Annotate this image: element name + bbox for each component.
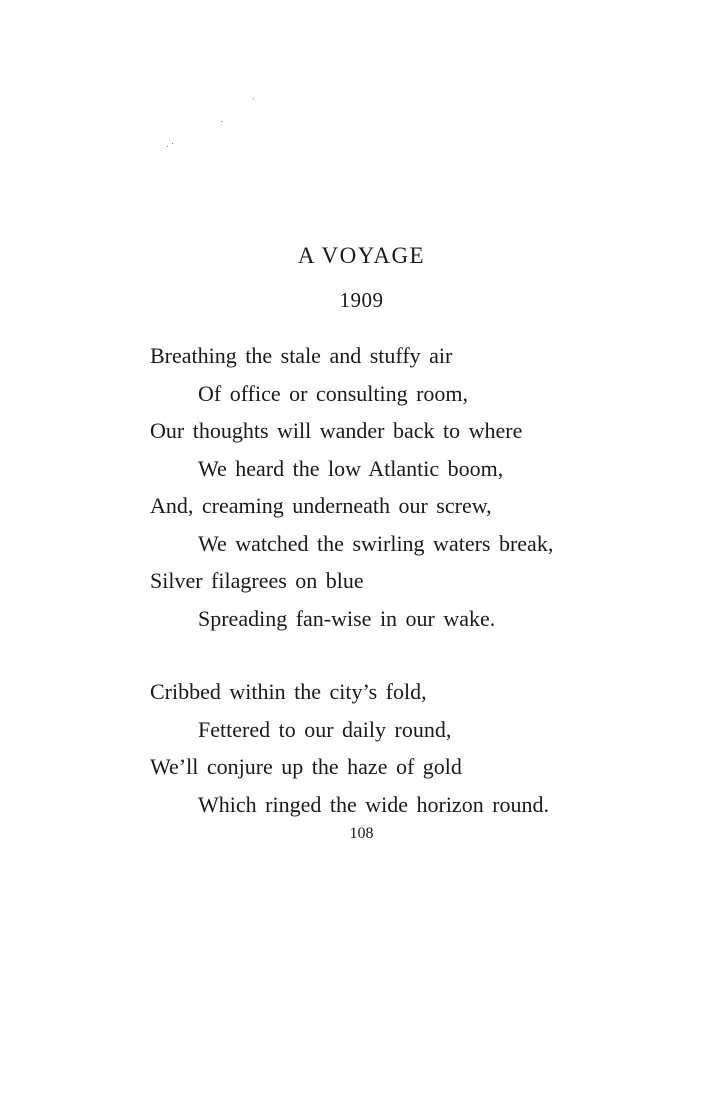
poem-line: We’ll conjure up the haze of gold (150, 754, 462, 779)
poem-line: Spreading fan-wise in our wake. (198, 605, 496, 631)
poem-line: Silver filagrees on blue (150, 568, 364, 593)
page-number: 108 (349, 825, 374, 842)
poem-line: Breathing the stale and stuffy air (150, 343, 453, 368)
scan-speck (167, 146, 168, 147)
poem-line: We heard the low Atlantic boom, (198, 455, 504, 481)
poem-line: Cribbed within the city’s fold, (150, 679, 427, 704)
scan-speck (221, 121, 222, 122)
poem-line: And, creaming underneath our screw, (150, 493, 492, 518)
scan-speck (172, 143, 173, 144)
poem-title: A VOYAGE (297, 243, 426, 268)
poem-line: Of office or consulting room, (198, 380, 469, 406)
stanza-1 (150, 337, 710, 637)
stanza-2 (150, 673, 710, 823)
poem-year: 1909 (339, 288, 384, 312)
poem-line: Our thoughts will wander back to where (150, 418, 523, 443)
poem-line: Fettered to our daily round, (198, 716, 452, 742)
poem-line: We watched the swirling waters break, (198, 530, 554, 556)
scan-speck (253, 98, 254, 99)
poem-line: Which ringed the wide horizon round. (198, 791, 550, 817)
